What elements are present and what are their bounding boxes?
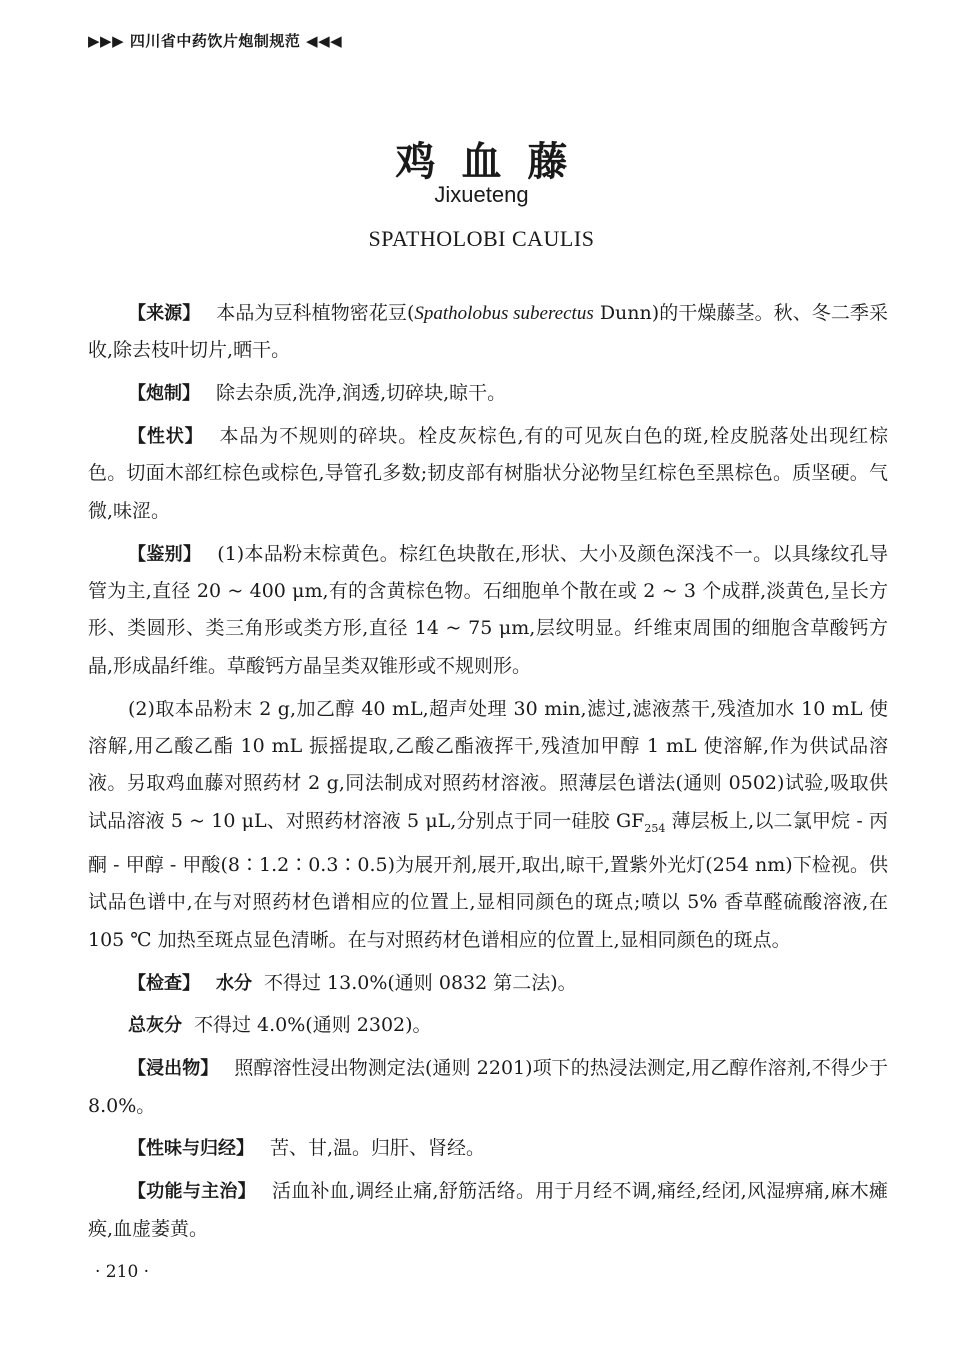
ash-text: 不得过 4.0%(通则 2302)。	[194, 1014, 432, 1037]
section-identification	[88, 536, 888, 686]
nature-heading: 【性味与归经】	[128, 1138, 254, 1160]
section-description	[88, 418, 888, 530]
description-text: 本品为不规则的碎块。栓皮灰棕色,有的可见灰白色的斑,栓皮脱落处出现红棕色。切面木部红棕色或棕色,导管孔多数;韧皮部有树脂状分泌物呈红棕色至黑棕色。质坚硬。气微,味涩。	[88, 425, 888, 522]
description-heading: 【性状】	[128, 426, 204, 447]
section-extract	[88, 1050, 888, 1125]
extract-text: 照醇溶性浸出物测定法(通则 2201)项下的热浸法测定,用乙醇作溶剂,不得少于 8.0%。	[88, 1057, 889, 1117]
moisture-text: 不得过 13.0%(通则 0832 第二法)。	[264, 971, 577, 994]
species-name: Spatholobus suberectus	[414, 303, 594, 324]
function-text: 活血补血,调经止痛,舒筋活络。用于月经不调,痛经,经闭,风湿痹痛,麻木瘫痪,血虚萎黄。	[88, 1180, 888, 1240]
identification-p1: (1)本品粉末棕黄色。棕红色块散在,形状、大小及颜色深浅不一。以具缘纹孔导管为主,直径 20 ~ 400 μm,有的含黄棕色物。石细胞单个散在或 2 ~ 3 个成群,淡黄色,呈长方形、类圆形、类三角形或类方形,直径 14 ~ 75 μm,层纹明显。纤维束周围的细胞含草酸钙方晶,形成晶纤维。草酸钙方晶呈类双锥形或不规则形。	[88, 542, 889, 677]
section-processing	[88, 375, 888, 412]
section-inspection	[88, 965, 888, 1002]
identification-p2	[88, 691, 888, 960]
extract-heading: 【浸出物】	[128, 1058, 219, 1080]
page-number: · 210 ·	[95, 1262, 150, 1282]
latin-name: SPATHOLOBI CAULIS	[368, 226, 595, 251]
section-nature	[88, 1130, 888, 1167]
identification-p2-sub: 254	[644, 821, 666, 835]
identification-heading: 【鉴别】	[128, 543, 202, 565]
page-title: 鸡血藤	[395, 138, 594, 185]
identification-p2a: (2)取本品粉末 2 g,加乙醇 40 mL,超声处理 30 min,滤过,滤液蒸干,残渣加水 10 mL 使溶解,用乙酸乙酯 10 mL 振摇提取,乙酸乙酯液挥干,残渣加甲醇 1 mL 使溶解,作为供试品溶液。另取鸡血藤对照药材 2 g,同法制成对照药材溶液。照薄层色谱法(通则 0502)试验,吸取供试品溶液 5 ~ 10 μL、对照药材溶液 5 μL,分别点于同一硅胶 GF	[88, 697, 888, 832]
inspection-heading: 【检查】	[128, 972, 200, 994]
section-source	[88, 295, 888, 370]
processing-heading: 【炮制】	[128, 383, 200, 405]
monograph-body	[88, 295, 888, 1253]
processing-text: 除去杂质,洗净,润透,切碎块,晾干。	[216, 382, 507, 405]
section-function	[88, 1173, 888, 1248]
source-text-a: 本品为豆科植物密花豆(	[216, 302, 415, 324]
identification-p2b: 薄层板上,以二氯甲烷 - 丙酮 - 甲醇 - 甲酸(8∶1.2∶0.3∶0.5)为展开剂,展开,取出,晾干,置紫外光灯(254 nm)下检视。供试品色谱中,在与对照药材色谱相应的位置上,显相同颜色的斑点;喷以 5% 香草醛硫酸溶液,在 105 ℃ 加热至斑点显色清晰。在与对照药材色谱相应的位置上,显相同颜色的斑点。	[88, 809, 888, 951]
running-header: ▶▶▶ 四川省中药饮片炮制规范 ◀◀◀	[88, 32, 343, 50]
function-heading: 【功能与主治】	[128, 1181, 256, 1203]
nature-text: 苦、甘,温。归肝、肾经。	[270, 1137, 486, 1160]
source-heading: 【来源】	[128, 303, 201, 324]
moisture-label: 水分	[216, 972, 252, 994]
pinyin-name: Jixueteng	[434, 182, 529, 207]
inspection-ash	[88, 1007, 888, 1044]
source-text-b: Dunn)的干燥藤茎。秋、冬二季采收,除去枝叶切片,晒干。	[88, 302, 889, 362]
ash-label: 总灰分	[128, 1015, 182, 1037]
